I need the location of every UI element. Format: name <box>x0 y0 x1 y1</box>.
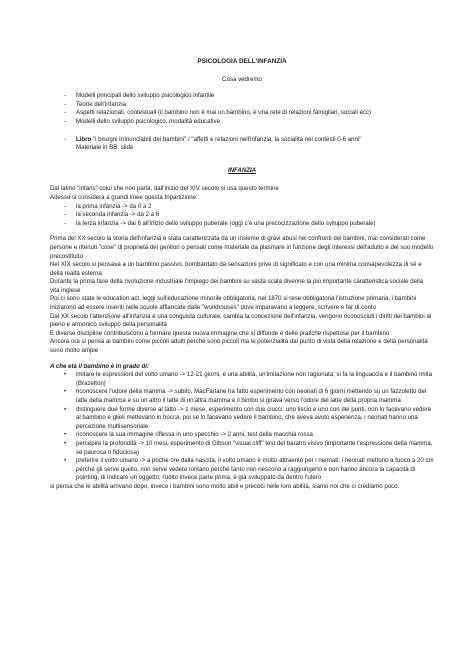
history-line: E diverse discipline contribuiscono a formare questa nuova immagine che si diffonde e delle pratiche rispettose per il bambino <box>50 329 390 337</box>
question-heading: A che età il bambino è in grado di: <box>50 362 149 370</box>
list-item: • distinguere due forme diverse al tatto -> 1 mese, esperimento con due ciucci: uno liscio e uno con dei punti, non lo facevano vedere al bambino e glieli mettevano in bocca, poi se lo facevano vedere il bambino, che aveva avuto esperienza, i neonati hanno una percezione multisensoriale <box>64 406 434 432</box>
stages-list <box>64 203 434 229</box>
list-item: - Aspetti relazionali, contestuali (il bambino non è mai un bambino, è una rete di relazioni famigliari, sociali ecc) <box>64 109 434 118</box>
intro-line: Dal latino "infans" colui che non parla, dall'inizio del XIV secolo si usa questo termine <box>50 185 279 193</box>
list-item: - la terza infanzia -> dai 6 all'inizio dello sviluppo puberale (oggi c'è una precocizzazione dello sviluppo puberale) <box>64 220 434 229</box>
abilities-list <box>64 371 434 483</box>
list-item: - la prima infanzia -> da 0 a 2 <box>64 203 434 212</box>
history-line: Dal XX secolo l'attenzione all'infanzia è una conquista culturale, cambia la concezione dell'infanzia, vengono riconosciuti i diritti dei bambini al pieno e armonico sviluppo della personalità <box>50 312 432 329</box>
document-title: PSICOLOGIA DELL'INFANZIA <box>197 58 287 65</box>
book-label: Libro <box>76 135 92 143</box>
closing-paragraph: si pensa che le abilità arrivano dopo, invece i bambini sono molto abili e precoci nelle loro abilità, siamo noi che ci crediamo poco. <box>50 482 400 490</box>
list-item: - Teorie dell'infanzia <box>64 101 434 110</box>
book-materials: Materiale in BB, slide <box>76 144 134 152</box>
list-item: - Modelli dello sviluppo psicologico, modalità educative <box>64 118 434 127</box>
history-paragraph: Prima del XX secolo la storia dell'infanzia è stata caratterizzata da un insieme di gravi abusi nei confronti dei bambini, mai considerati come persone e ritenuti "cose" di proprietà dei genitori o pensati come materiale da plasmare in funzione degli interessi dell'adulto e del suo modello precostituito <box>50 235 434 260</box>
book-reference <box>64 136 434 153</box>
list-item: • preferire il volto umano -> a poche ore dalla nascita, il volto umano è molto attraente per i neonati; i neonati mettono a fuoco a 20 cm perché gli serve quello, non serve vedere lontano perché tanto non riescono a raggiungerlo e non hanno ancora la capacità di pointing, di indicare un oggetto; l'udito invece parte prima, è già sviluppato da dentro l'utero <box>64 457 434 483</box>
list-item: - la seconda infanzia -> da 2 a 6 <box>64 211 434 220</box>
list-item: • riconoscere la sua immagine riflessa in uno specchio -> 2 anni, test della macchia rossa <box>64 431 434 440</box>
list-item: • percepire la profondità -> 10 mesi, esperimento di Gibson "visual cliff" test del baratro visivo (importante l'espressione della mamma, se paurosa o fiduciosa) <box>64 440 434 457</box>
book-title: "i bisogni irrinunciabili dei bambini" / "affetti e relazioni nell'infanzia, la socialità nei contesti 0-6 anni" <box>91 135 362 143</box>
history-line: Ancora ora si pensa ai bambini come piccoli adulti perché sono piccoli ma le potenzialità dal punto di vista della relazione e della personalità sono molto ampie <box>50 338 428 355</box>
list-item: - Modelli principali dello sviluppo psicologico infantile <box>64 92 434 101</box>
section-title: INFANZIA <box>227 166 257 174</box>
topics-list <box>64 92 434 126</box>
intro-line: Adesso si considera a grandi linee questa tripartizione: <box>50 193 198 201</box>
history-line: Poi ci sono state le education act, leggi sull'educazione minorile obbligatoria, nel 1870 si rese obbligatoria l'istruzione primaria, i bambini iniziarono ad essere inseriti nelle scuole affiancate dalle "workhouses" dove imparavano a leggere, scrivere e far di conto <box>50 295 417 312</box>
document-subtitle: Cosa vedremo <box>222 75 262 83</box>
list-item: • riconoscere l'odore della mamma -> subito, MacFarlane ha fatto esperimento con neonati di 6 giorni mettendo su un fazzoletto del latte della mamma e su un altro il latte di un'altra mamma e il bimbo si girava verso l'odore del latte della propria mamma <box>64 388 434 405</box>
list-item: • imitare le espressioni del volto umano -> 12-21 giorni, è una abilità, un'imitazione non ragionata; si fa la linguaccia e il bambino imita (Brazelton) <box>64 371 434 388</box>
history-line: Nel XIX secolo si pensava a un bambino passivo, bombardato da sensazioni prive di significato e con una minima consapevolezza di sé e della realtà esterna <box>50 261 422 277</box>
history-line: Durante la prima fase della rivoluzione industriale l'impiego dei bambini su vasta scala divenne la più importante caratteristica sociale della vita inglese <box>50 278 424 294</box>
